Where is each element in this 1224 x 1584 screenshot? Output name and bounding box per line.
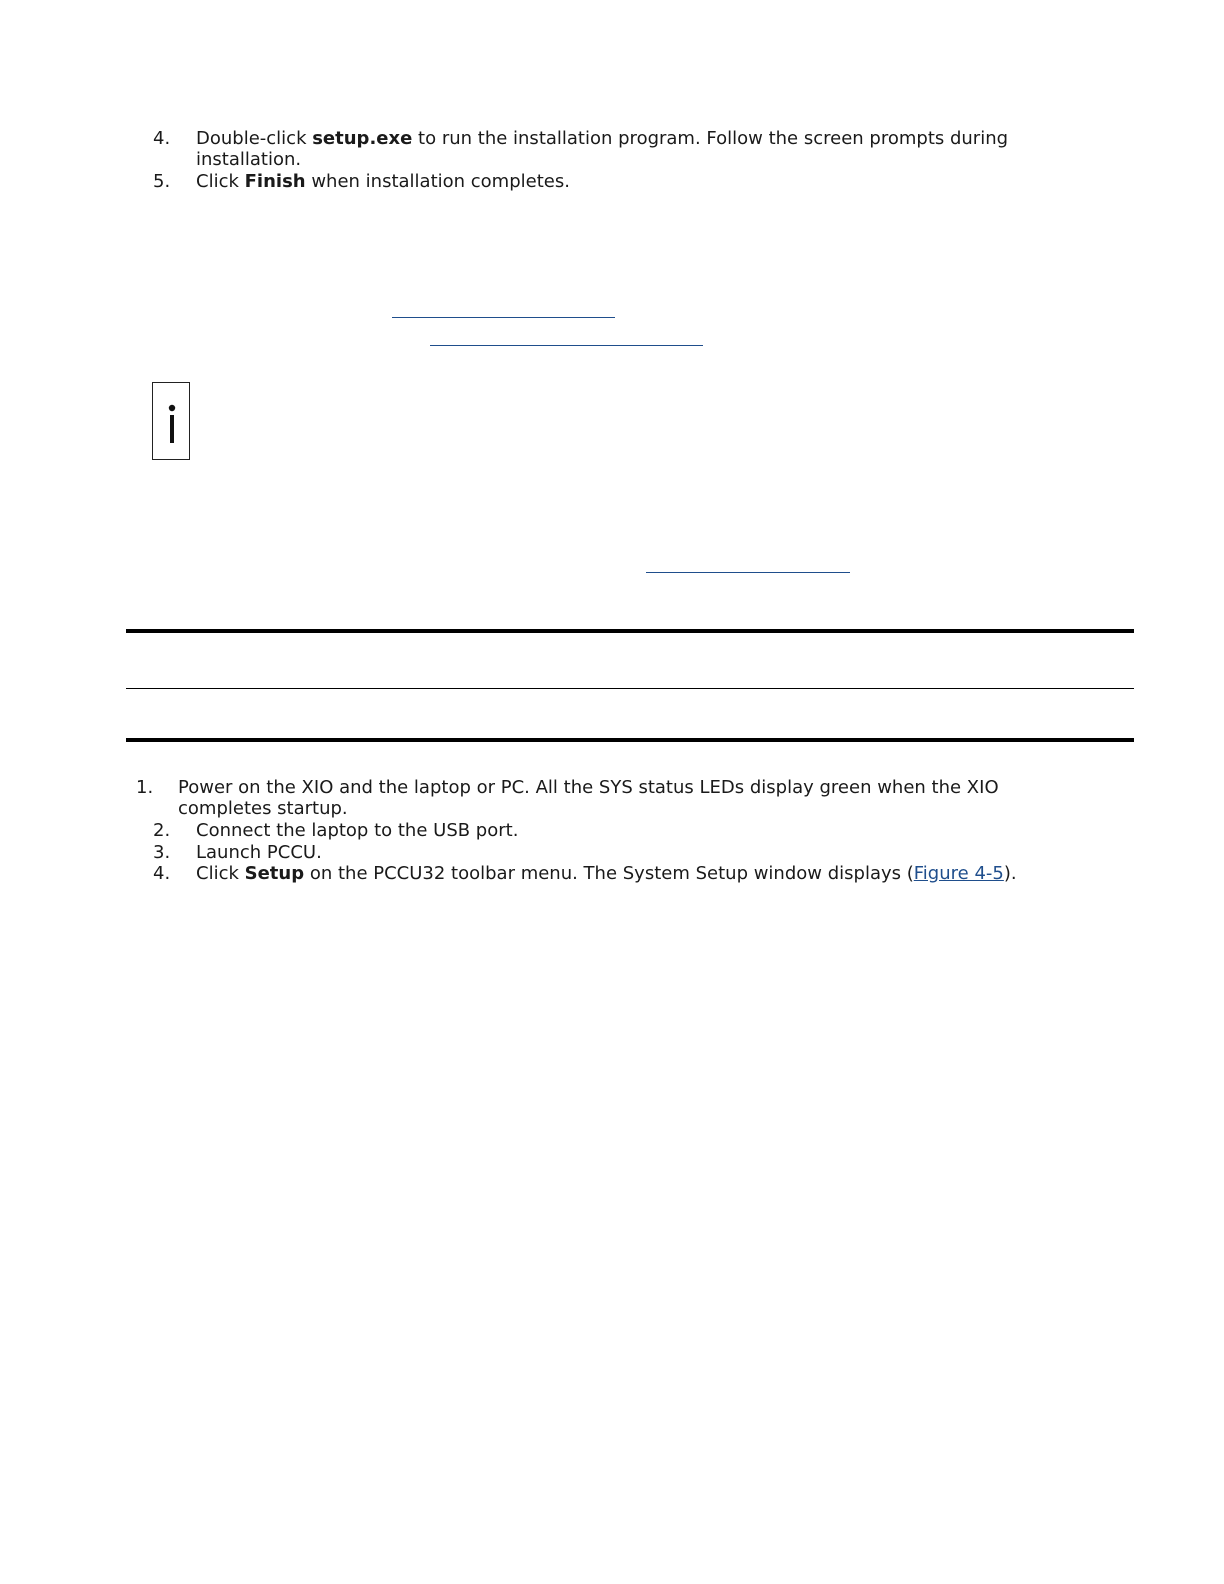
step-text-continuation: completes startup. [178,798,348,819]
step-text [196,128,1008,149]
connect-step-3 [0,842,1224,863]
step-number: 3. [153,842,171,863]
step-text-bold: Finish [244,171,306,192]
install-step-4 [0,128,1224,170]
connect-step-4 [0,863,1224,884]
step-number: 2. [153,820,171,841]
step-number: 4. [153,128,171,149]
step-text-continuation: installation. [196,149,302,170]
step-number: 5. [153,171,171,192]
step-text-suffix: ). [1003,863,1017,884]
step-text-suffix: when installation completes. [305,171,570,192]
link-underline[interactable] [430,345,703,346]
step-text: Launch PCCU. [196,842,322,863]
connect-step-2 [0,820,1224,841]
step-text [196,171,570,192]
step-text: Connect the laptop to the USB port. [196,820,519,841]
step-text-suffix: to run the installation program. Follow the screen prompts during [412,128,1009,149]
table-middle-rule [126,688,1134,689]
step-text [196,863,1017,884]
step-text-bold: Setup [244,863,305,884]
connect-step-1 [0,777,1224,819]
step-text-bold: setup.exe [312,128,413,149]
info-icon [152,382,190,460]
link-underline[interactable] [392,317,615,318]
install-step-5 [0,171,1224,192]
step-text-prefix: Double-click [196,128,313,149]
table-top-rule [126,629,1134,633]
link-underline[interactable] [646,572,850,573]
step-number: 1. [136,777,154,798]
step-text-middle: on the PCCU32 toolbar menu. The System Setup window displays ( [304,863,914,884]
step-number: 4. [153,863,171,884]
figure-link[interactable]: Figure 4-5 [913,863,1004,884]
step-text-prefix: Click [196,171,245,192]
step-text: Power on the XIO and the laptop or PC. All the SYS status LEDs display green when the XIO [178,777,999,798]
step-text-prefix: Click [196,863,245,884]
table-bottom-rule [126,738,1134,742]
